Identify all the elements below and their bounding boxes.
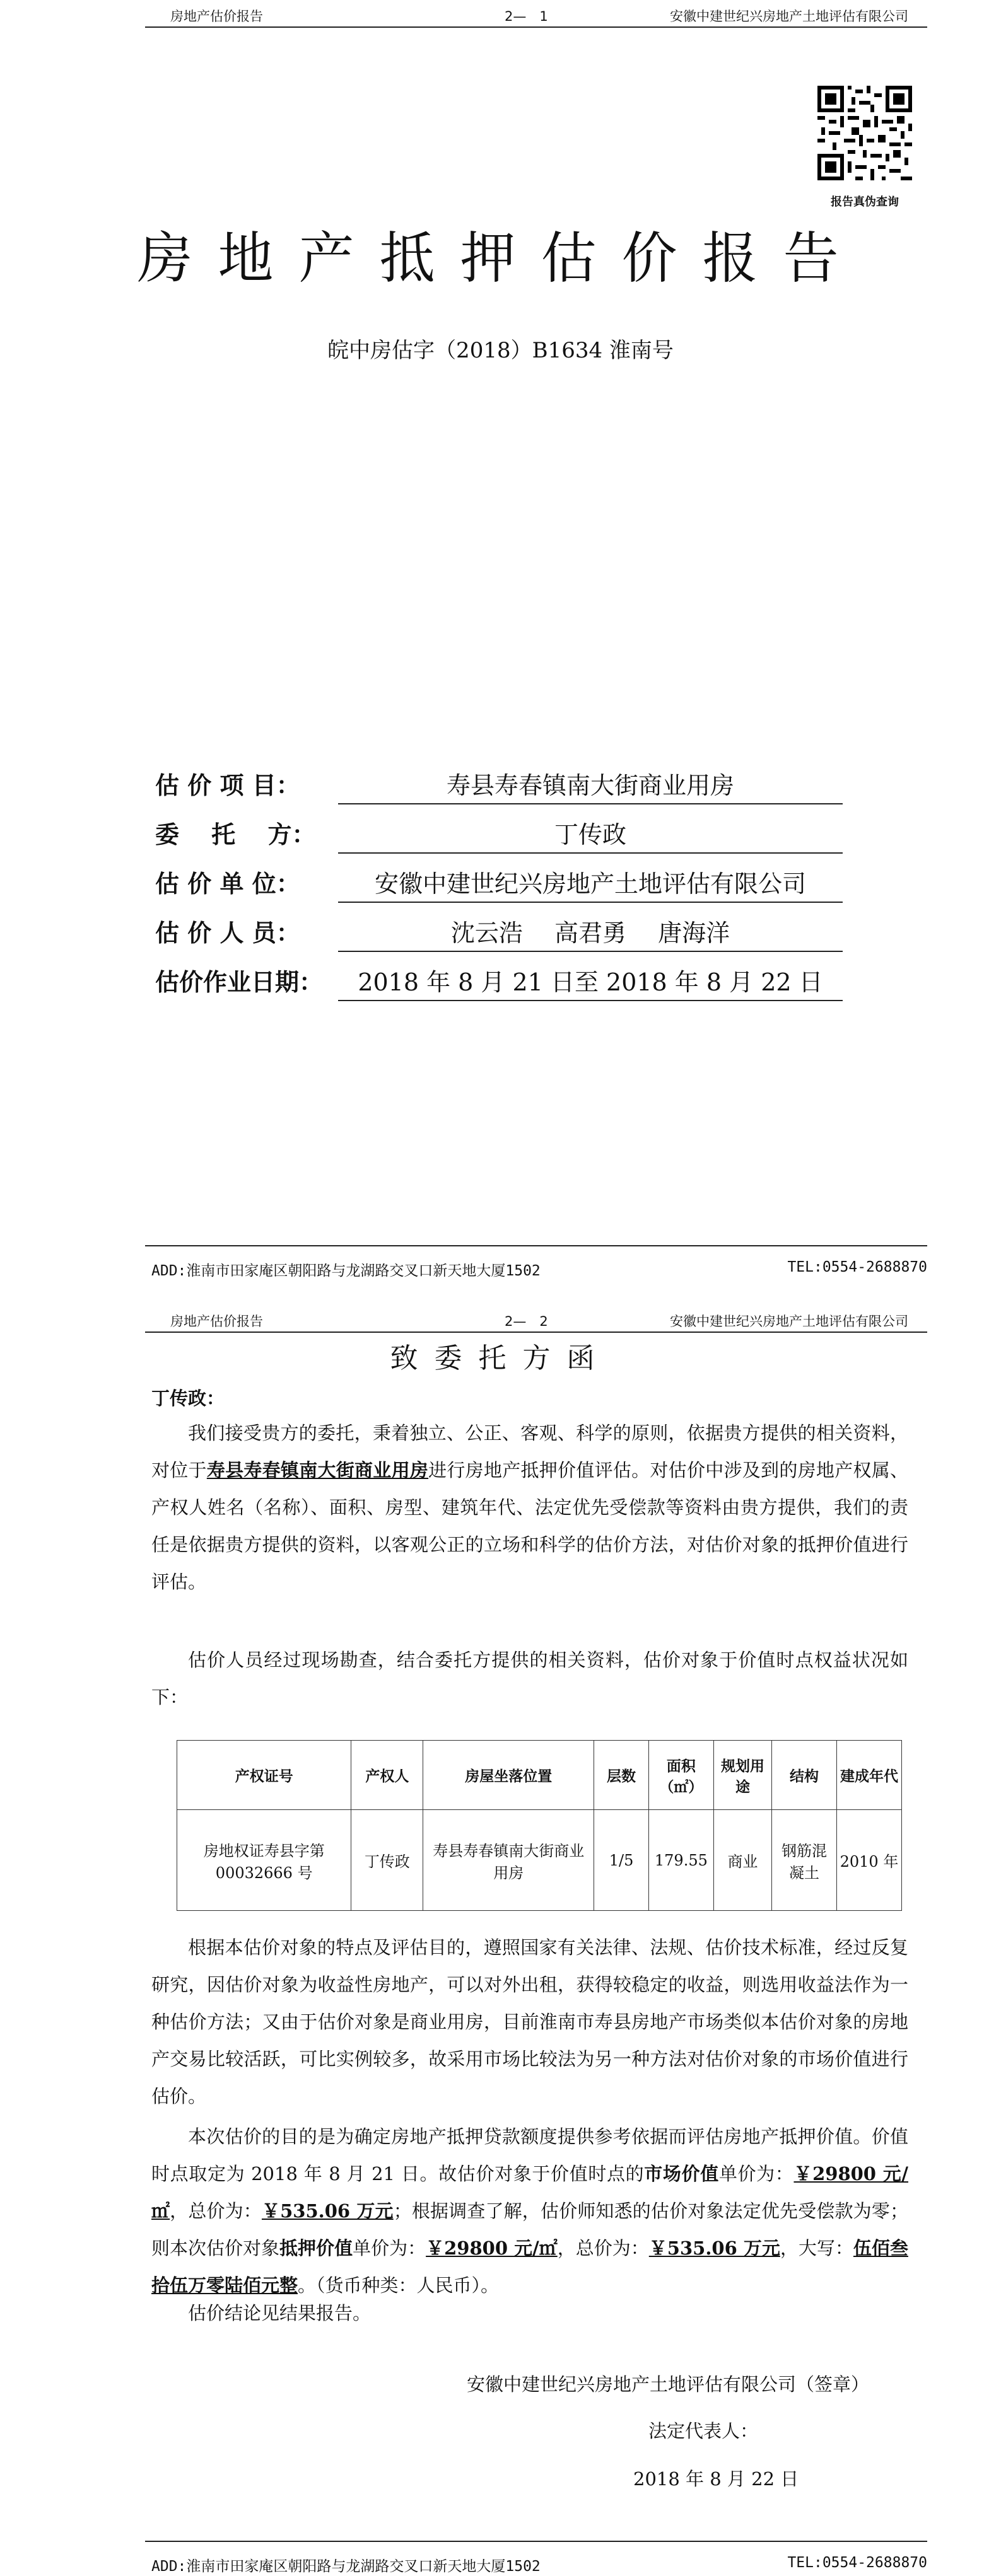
paragraph-text: 。（货币种类：人民币）。 <box>298 2275 500 2296</box>
table-cell: 1/5 <box>594 1810 649 1911</box>
paragraph-text: ，大写： <box>780 2237 853 2259</box>
footer-tel: TEL:0554-2688870 <box>787 1259 927 1275</box>
qr-caption: 报告真伪查询 <box>831 195 899 209</box>
table-row <box>177 1810 902 1911</box>
table-cell: 丁传政 <box>351 1810 423 1911</box>
info-row-appraiser-unit <box>155 864 881 902</box>
signature-company: 安徽中建世纪兴房地产土地评估有限公司（签章） <box>467 2374 870 2395</box>
table-cell: 房地权证寿县字第00032666 号 <box>177 1810 351 1911</box>
table-cell: 商业 <box>713 1810 771 1911</box>
table-cell: 2010 年 <box>836 1810 901 1911</box>
table-cell: 寿县寿春镇南大街商业用房 <box>423 1810 594 1911</box>
property-name: 寿县寿春镇南大街商业用房 <box>206 1459 429 1481</box>
paragraph-text: ，总价为： <box>557 2237 649 2259</box>
letter-paragraph-1 <box>151 1415 908 1601</box>
info-row-project <box>155 766 881 804</box>
header-doc-name: 房地产估价报告 <box>170 1314 263 1329</box>
header-page-number: 2— 1 <box>505 9 548 24</box>
info-value: 2018 年 8 月 21 日至 2018 年 8 月 22 日 <box>338 963 843 1001</box>
table-header: 房屋坐落位置 <box>423 1741 594 1810</box>
table-header: 结构 <box>772 1741 837 1810</box>
info-label: 估 价 项 目： <box>155 772 300 799</box>
market-value-label: 市场价值 <box>644 2163 719 2184</box>
letter-paragraph-3: 根据本估价对象的特点及评估目的，遵照国家有关法律、法规、估价技术标准，经过反复研究，因估价对象为收益性房地产，可以对外出租，获得较稳定的收益，则选用收益法作为一种估价方法；又由于估价对象是商业用房，目前淮南市寿县房地产市场类似本估价对象的房地产交易比较活跃，可比实例较多，故采用市场比较法为另一种方法对估价对象的市场价值进行估价。 <box>151 1937 908 2107</box>
info-label: 估价作业日期： <box>155 968 324 996</box>
paragraph-text: 我们接受贵方的委托，秉着独立、公正、客观、科学的原则，依据贵方提供的相关资料，对位于 <box>151 1422 908 1481</box>
letter-salutation: 丁传政： <box>151 1388 225 1409</box>
info-value: 沈云浩 高君勇 唐海洋 <box>338 914 843 952</box>
mortgage-unit-price: ￥29800 元/㎡ <box>426 2237 558 2259</box>
paragraph-text: 本次估价的目的是为确定房地产抵押贷款额度提供参考依据而评估房地产抵押价值。价值时点取定为 2018 年 8 月 21 日。故估价对象于价值时点的 <box>151 2126 908 2184</box>
info-label: 估 价 人 员： <box>155 919 300 947</box>
page-footer <box>145 1245 927 1277</box>
table-header: 规划用途 <box>713 1741 771 1810</box>
signature-date: 2018 年 8 月 22 日 <box>633 2468 799 2490</box>
qr-code-icon[interactable] <box>817 86 912 180</box>
info-row-appraisers <box>155 914 881 951</box>
property-rights-table <box>177 1740 902 1911</box>
table-cell: 179.55 <box>648 1810 713 1911</box>
info-value: 安徽中建世纪兴房地产土地评估有限公司 <box>338 864 843 903</box>
footer-tel: TEL:0554-2688870 <box>787 2555 927 2571</box>
header-page-number: 2— 2 <box>505 1314 548 1329</box>
table-cell: 钢筋混凝土 <box>772 1810 837 1911</box>
page-footer <box>145 2541 927 2575</box>
letter-title: 致委托方函 <box>390 1342 611 1374</box>
info-row-work-dates <box>155 963 881 1001</box>
info-value: 寿县寿春镇南大街商业用房 <box>338 766 843 804</box>
page-header <box>145 0 927 28</box>
info-row-client <box>155 815 881 853</box>
mortgage-value-label: 抵押价值 <box>279 2237 353 2259</box>
header-company: 安徽中建世纪兴房地产土地评估有限公司 <box>670 9 908 24</box>
paragraph-text: 进行房地产抵押价值评估。对估价中涉及到的房地产权属、产权人姓名（名称）、面积、房型、建筑年代、法定优先受偿款等资料由贵方提供，我们的责任是依据贵方提供的资料，以客观公正的立场和科学的估价方法，对估价对象的抵押价值进行评估。 <box>151 1459 908 1593</box>
signature-legal-rep: 法定代表人： <box>648 2420 759 2442</box>
market-unit-price: ￥29800 元/㎡ <box>151 2163 908 2222</box>
page-header <box>145 1305 927 1333</box>
table-header: 面积（㎡） <box>648 1741 713 1810</box>
letter-paragraph-4 <box>151 2118 908 2304</box>
paragraph-text: ，总价为： <box>170 2200 262 2222</box>
paragraph-text: 单价为： <box>353 2237 426 2259</box>
info-label: 估 价 单 位： <box>155 870 300 898</box>
paragraph-text: ；根据调查了解，估价师知悉的估价对象法定优先受偿款为零；则本次估价对象 <box>151 2200 908 2259</box>
report-title: 房地产抵押估价报告 <box>137 226 864 291</box>
info-value: 丁传政 <box>338 815 843 854</box>
footer-address: ADD:淮南市田家庵区朝阳路与龙湖路交叉口新天地大厦1502 <box>151 1263 541 1279</box>
footer-address: ADD:淮南市田家庵区朝阳路与龙湖路交叉口新天地大厦1502 <box>151 2558 541 2575</box>
header-doc-name: 房地产估价报告 <box>170 9 263 24</box>
table-header: 产权证号 <box>177 1741 351 1810</box>
info-label: 委 托 方： <box>155 821 316 849</box>
header-company: 安徽中建世纪兴房地产土地评估有限公司 <box>670 1314 908 1329</box>
amount-in-words: 伍佰叁拾伍万零陆佰元整 <box>151 2237 908 2296</box>
table-header: 层数 <box>594 1741 649 1810</box>
letter-paragraph-2: 估价人员经过现场勘查，结合委托方提供的相关资料，估价对象于价值时点权益状况如下： <box>151 1649 908 1708</box>
mortgage-total-price: ￥535.06 万元 <box>648 2237 780 2259</box>
table-header: 建成年代 <box>836 1741 901 1810</box>
letter-paragraph-5: 估价结论见结果报告。 <box>188 2302 372 2324</box>
paragraph-text: 单价为： <box>718 2163 794 2184</box>
market-total-price: ￥535.06 万元 <box>261 2200 394 2222</box>
table-header: 产权人 <box>351 1741 423 1810</box>
report-number: 皖中房估字（2018）B1634 淮南号 <box>327 338 674 363</box>
table-header-row <box>177 1741 902 1810</box>
